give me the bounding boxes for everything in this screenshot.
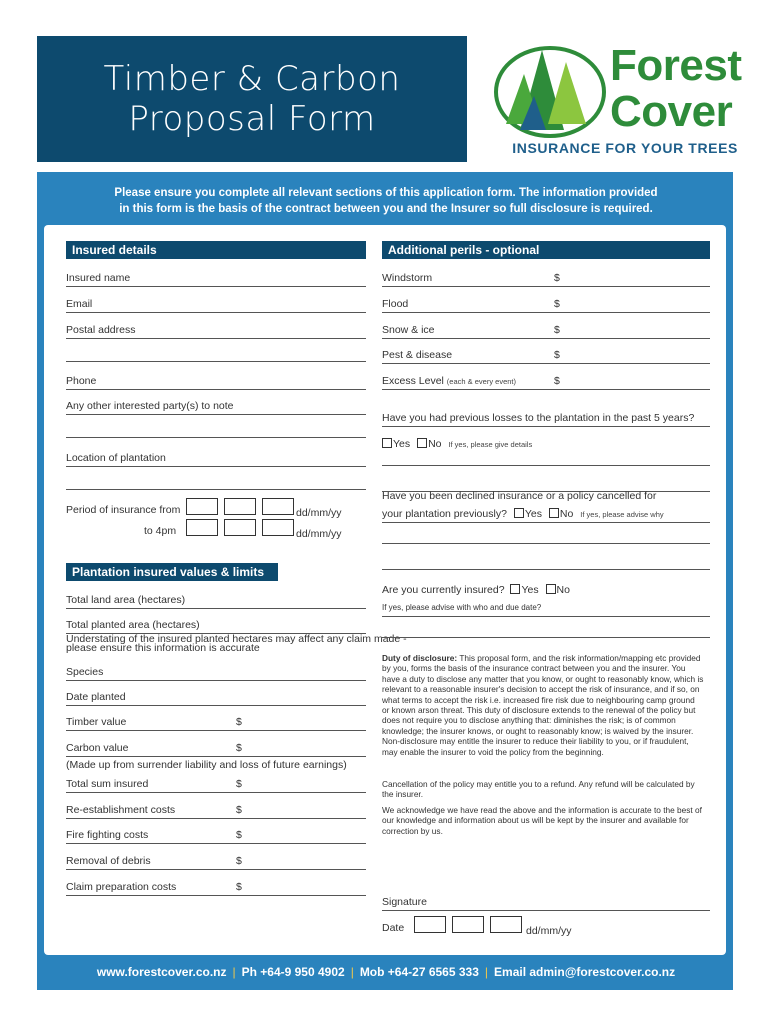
debris-removal-field[interactable] [66,854,366,870]
fire-fighting-label: Fire fighting costs [66,829,149,841]
signature-label: Signature [382,896,427,908]
timber-value-label: Timber value [66,716,127,728]
period-to-day-box[interactable] [186,519,218,536]
previous-losses-label: Have you had previous losses to the plantation in the past 5 years? [382,412,695,424]
claim-dollar-sign: $ [236,881,242,893]
forest-cover-logo [492,40,742,162]
claim-preparation-field[interactable] [66,880,366,896]
sign-date-month-box[interactable] [452,916,484,933]
disclosure-notice [38,185,734,217]
windstorm-field[interactable] [382,271,710,287]
phone-field[interactable] [66,374,366,390]
reestablishment-field[interactable] [66,803,366,819]
signature-field[interactable] [382,895,710,911]
sign-date-label: Date [382,922,405,934]
planted-note-line1: Understating of the insured planted hectares may affect any claim made - [66,633,407,645]
form-panel [37,172,733,990]
current-insurer-line2[interactable] [382,637,710,638]
current-insurer-field[interactable] [382,601,710,617]
flood-dollar-sign: $ [554,298,560,310]
current-no-checkbox[interactable] [546,584,556,594]
declined-note: If yes, please advise why [580,510,664,519]
timber-dollar-sign: $ [236,716,242,728]
fire-dollar-sign: $ [236,829,242,841]
planted-area-note [66,635,407,653]
acknowledgement-text: We acknowledge we have read the above and the information is accurate to the best of our knowledge and information about us will be kept by the insurer and available for correction by us. [382,805,702,836]
planted-area-label: Total planted area (hectares) [66,619,200,631]
insured-name-label: Insured name [66,272,131,284]
insured-details-heading: Insured details [66,241,366,259]
windstorm-label: Windstorm [382,272,433,284]
phone-label: Phone [66,375,97,387]
snow-ice-field[interactable] [382,323,710,339]
insured-name-field[interactable] [66,271,366,287]
planted-area-field[interactable] [66,618,366,634]
footer-separator: | [232,965,236,979]
email-field[interactable] [66,297,366,313]
current-no-label: No [556,584,570,596]
logo-word-forest: Forest [610,41,742,90]
planted-note-line2: please ensure this information is accurate [66,642,260,654]
postal-address-line2[interactable] [66,361,366,362]
debris-dollar-sign: $ [236,855,242,867]
losses-no-label: No [428,438,442,450]
footer-separator: | [484,965,489,979]
declined-question-line1: Have you been declined insurance or a policy cancelled for [382,490,657,502]
fire-fighting-field[interactable] [66,828,366,844]
pest-disease-field[interactable] [382,348,710,364]
period-from-label: Period of insurance from [66,504,181,516]
timber-value-field[interactable] [66,715,366,731]
species-field[interactable] [66,665,366,681]
postal-address-label: Postal address [66,324,136,336]
flood-field[interactable] [382,297,710,313]
total-dollar-sign: $ [236,778,242,790]
carbon-dollar-sign: $ [236,742,242,754]
flood-label: Flood [382,298,409,310]
footer-mobile: Mob +64-27 6565 333 [359,965,479,979]
reestablishment-dollar-sign: $ [236,804,242,816]
pest-disease-label: Pest & disease [382,349,453,361]
duty-of-disclosure-body: This proposal form, and the risk information/mapping etc provided by you, forms the basis of the insurance contract between you and the insurer. You have a duty to disclose any matter that you know, or ought to reasonably know, which is relevant to a reasonable insurer's decision to accept the risk of insurance, and if so, on what terms to accept the risk i.e. increased fire risk due to neighbouring camp ground or known arson threat. This duty of disclosure extends to the renewal of the policy but does not require you to disclose anything that: diminishes the risk; is of common knowledge; the insurer knows, or ought to reasonably know; is waived by the insurer. Non-disclosure may entitle the insurer to reduce their liability to you, or if fraudulent, may enable the insurer to void the policy from the beginning. [382,653,704,757]
footer-phone: Ph +64-9 950 4902 [241,965,345,979]
total-sum-label: Total sum insured [66,778,149,790]
postal-address-field[interactable] [66,323,366,339]
previous-losses-options [382,437,532,452]
currently-insured-question [382,583,570,597]
debris-removal-label: Removal of debris [66,855,151,867]
total-sum-field[interactable] [66,777,366,793]
notice-line2: in this form is the basis of the contract between you and the Insurer so full disclosure is required. [119,203,653,215]
excess-level-note: (each & every event) [446,377,516,386]
logo-word-cover: Cover [610,87,733,136]
claim-preparation-label: Claim preparation costs [66,881,177,893]
other-party-label: Any other interested party(s) to note [66,400,234,412]
declined-yes-checkbox[interactable] [514,508,524,518]
snow-dollar-sign: $ [554,324,560,336]
excess-level-label: Excess Level [382,375,444,387]
species-label: Species [66,666,104,678]
period-to-label: to 4pm [144,525,177,537]
contact-footer [38,965,734,979]
losses-note: If yes, please give details [448,440,533,449]
period-to-year-box[interactable] [262,519,294,536]
current-yes-checkbox[interactable] [510,584,520,594]
declined-question-field [382,507,710,523]
plantation-values-heading: Plantation insured values & limits [66,563,278,581]
location-field[interactable] [66,451,366,467]
land-area-field[interactable] [66,593,366,609]
footer-email-link[interactable]: Email admin@forestcover.co.nz [494,965,676,979]
additional-perils-heading: Additional perils - optional [382,241,710,259]
declined-details-line1[interactable] [382,543,710,544]
previous-losses-question [382,411,710,427]
location-line2[interactable] [66,489,366,490]
carbon-value-note: (Made up from surrender liability and loss of future earnings) [66,759,347,771]
date-planted-label: Date planted [66,691,126,703]
footer-separator: | [350,965,354,979]
logo-tagline: INSURANCE FOR YOUR TREES [512,140,738,156]
losses-yes-checkbox[interactable] [382,438,392,448]
declined-yes-label: Yes [524,508,542,520]
other-party-field[interactable] [66,399,366,415]
windstorm-dollar-sign: $ [554,272,560,284]
period-to-month-box[interactable] [224,519,256,536]
sign-date-day-box[interactable] [414,916,446,933]
declined-no-label: No [559,508,574,520]
other-party-line2[interactable] [66,437,366,438]
duty-of-disclosure-title: Duty of disclosure: [382,653,458,663]
footer-website-link[interactable]: www.forestcover.co.nz [96,965,227,979]
tree-logo-icon [494,44,606,140]
current-yes-label: Yes [521,584,539,596]
losses-details-line1[interactable] [382,465,710,466]
pest-dollar-sign: $ [554,349,560,361]
title-banner [37,36,467,162]
period-from-year-box[interactable] [262,498,294,515]
sign-date-format: dd/mm/yy [526,925,572,937]
current-insurer-note: If yes, please advise with who and due date? [382,603,542,612]
reestablishment-label: Re-establishment costs [66,804,176,816]
sign-date-year-box[interactable] [490,916,522,933]
declined-no-checkbox[interactable] [549,508,559,518]
land-area-label: Total land area (hectares) [66,594,186,606]
period-to-format: dd/mm/yy [296,528,342,540]
snow-ice-label: Snow & ice [382,324,435,336]
carbon-value-label: Carbon value [66,742,129,754]
page-title-line2: Proposal Form [128,99,376,139]
duty-of-disclosure-text [382,653,704,757]
currently-insured-label: Are you currently insured? [382,584,505,596]
notice-line1: Please ensure you complete all relevant sections of this application form. The information provided [114,187,658,199]
excess-level-field[interactable] [382,374,710,390]
carbon-value-field[interactable] [66,741,366,757]
email-label: Email [66,298,93,310]
page-title-line1: Timber & Carbon [103,59,401,99]
losses-yes-label: Yes [393,438,411,450]
excess-dollar-sign: $ [554,375,560,387]
declined-details-line2[interactable] [382,569,710,570]
period-from-month-box[interactable] [224,498,256,515]
period-from-format: dd/mm/yy [296,507,342,519]
cancellation-text: Cancellation of the policy may entitle you to a refund. Any refund will be calculated by the insurer. [382,779,695,800]
period-from-day-box[interactable] [186,498,218,515]
losses-no-checkbox[interactable] [417,438,427,448]
location-label: Location of plantation [66,452,166,464]
declined-question-line2: your plantation previously? [382,508,507,520]
date-planted-field[interactable] [66,690,366,706]
form-body [44,225,726,955]
